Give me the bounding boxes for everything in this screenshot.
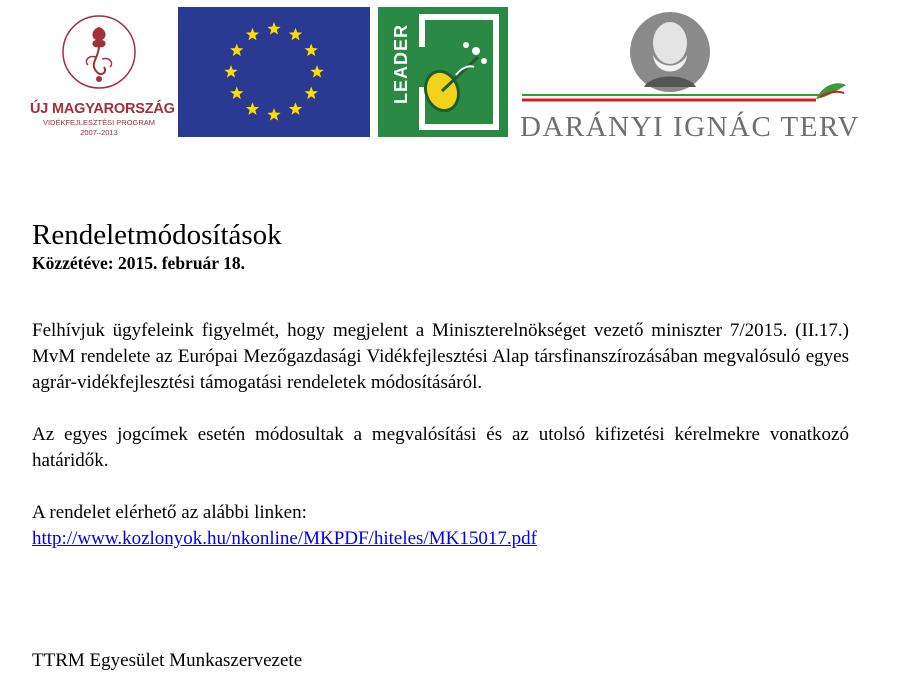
paragraph-deadlines: Az egyes jogcímek esetén módosultak a megvalósítási és az utolsó kifizetési kérelmekre vonatkozó határidők.	[32, 424, 849, 471]
eu-star-icon	[230, 44, 243, 57]
eu-star-icon	[267, 22, 280, 35]
umvp-subtitle: VIDÉKFEJLESZTÉSI PROGRAM	[42, 118, 156, 127]
umvp-years: 2007–2013	[80, 128, 118, 137]
leader-text: LEADER	[391, 23, 411, 104]
article-title: Rendeletmódosítások	[32, 219, 282, 251]
umvp-title: ÚJ MAGYARORSZÁG	[30, 101, 175, 117]
link-intro: A rendelet elérhető az alábbi linken:	[32, 502, 307, 523]
eu-star-icon	[310, 65, 323, 78]
link-section	[32, 500, 849, 552]
article	[32, 218, 849, 552]
eu-star-icon	[267, 108, 280, 121]
paragraph-announcement: Felhívjuk ügyfeleink figyelmét, hogy megjelent a Miniszterelnökséget vezető miniszter 7/2015. (II.17.) MvM rendelete az Európai Mezőgazdasági Vidékfejlesztési Alap társfinanszírozásában megvalósuló egyes agrár-vidékfejlesztési támogatási rendeletek módosításáról.	[32, 320, 849, 393]
eu-star-icon	[305, 44, 318, 57]
eu-star-icon	[246, 102, 259, 115]
regulation-link[interactable]: http://www.kozlonyok.hu/nkonline/MKPDF/hiteles/MK15017.pdf	[32, 528, 537, 549]
eu-star-icon	[224, 65, 237, 78]
eu-star-icon	[230, 87, 243, 100]
eu-stars-icon	[178, 7, 370, 137]
publish-date: Közzétéve: 2015. február 18.	[32, 253, 246, 273]
uj-magyarorszag-logo	[30, 7, 175, 137]
signature: TTRM Egyesület Munkaszervezete	[32, 650, 303, 671]
leader-logo	[378, 7, 508, 137]
rose-emblem-icon	[30, 7, 168, 102]
eu-star-icon	[246, 28, 259, 41]
eu-flag-logo	[178, 7, 370, 137]
daranyi-ignac-terv-logo	[520, 7, 860, 143]
eu-star-icon	[289, 102, 302, 115]
eu-star-icon	[289, 28, 302, 41]
daranyi-text: DARÁNYI IGNÁC TERV	[520, 111, 860, 143]
portrait-icon	[520, 7, 850, 112]
eu-star-icon	[305, 87, 318, 100]
